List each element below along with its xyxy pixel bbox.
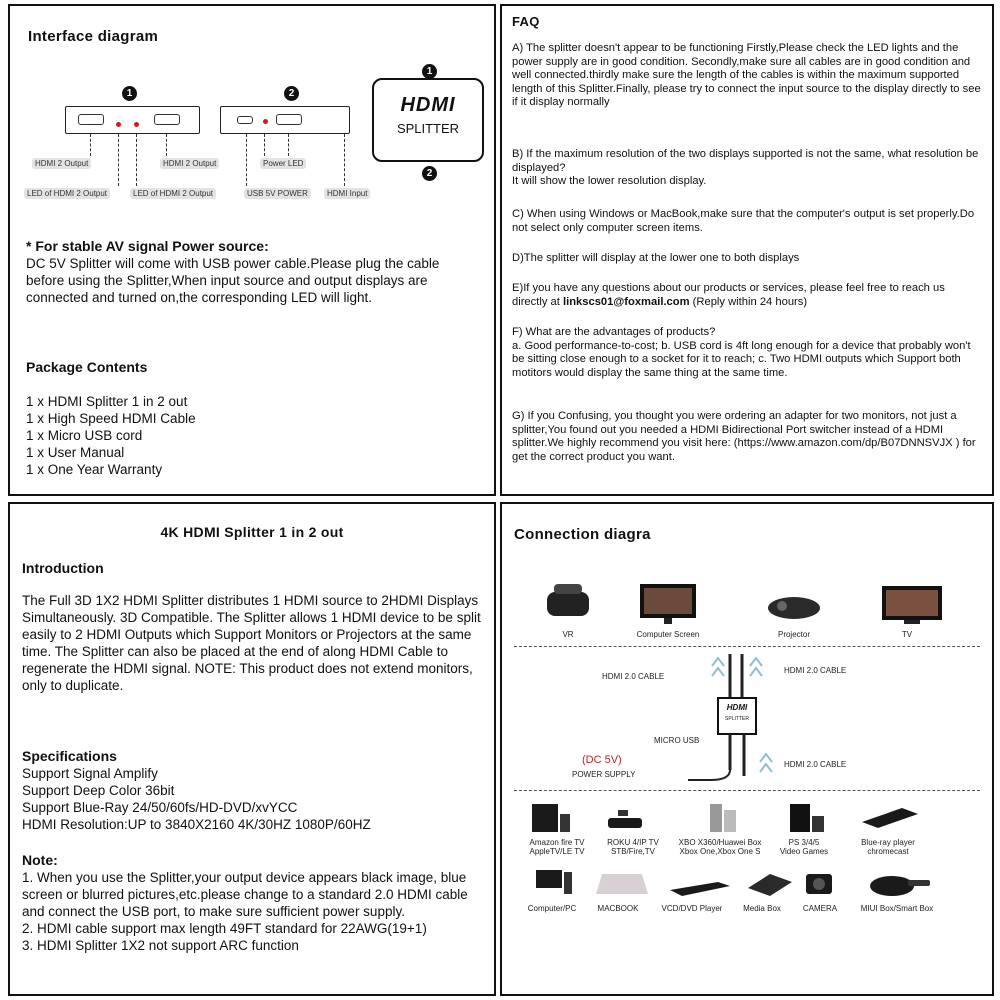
source-label: MACBOOK [597,904,639,913]
splitter-text: SPLITTER [725,716,749,722]
playstation-icon [790,804,824,832]
intro-title: Introduction [22,560,104,576]
label-hdmi-input: HDMI Input [324,188,370,199]
badge-logo-2: 2 [422,166,437,181]
source-label: Amazon fire TV AppleTV/LE TV [529,838,585,856]
support-email-link[interactable]: linkscs01@foxmail.com [562,295,690,308]
product-panel [8,502,496,996]
specs-list [22,765,484,833]
display-label-tv: TV [901,630,913,639]
package-title: Package Contents [26,359,148,375]
computer-pc-icon [536,870,572,894]
hdmi-cable-label-right: HDMI 2.0 CABLE [784,666,847,675]
specs-title: Specifications [22,748,117,764]
splitter-logo-text: SPLITTER [396,121,460,136]
hdmi-output-port-2 [154,114,180,125]
dc-5v-label: (DC 5V) [582,754,622,766]
label-hdmi-output-2: HDMI 2 Output [160,158,219,169]
package-item: 1 x Micro USB cord [26,428,143,443]
faq-g: G) If you Confusing, you thought you were ordering an adapter for two monitors, not just a splitter,You found out you needed a HDMI Bidirectional Port switcher instead of a HDMI splitter.We highly recommend you visit here: (https://www.amazon.com/dp/B07DNNSVJX ) for get the correct product you want. [512,410,976,463]
badge-logo-1: 1 [422,64,437,79]
notes-list [22,869,488,954]
note-item: 3. HDMI Splitter 1X2 not support ARC function [22,938,299,953]
display-devices [542,576,962,632]
source-devices-row-2 [522,864,962,900]
spec-item: Support Deep Color 36bit [22,783,175,798]
camera-icon [806,874,832,894]
package-item: 1 x One Year Warranty [26,462,163,477]
hdmi-splitter-logo [372,78,484,162]
faq-f-answer: a. Good performance-to-cost; b. USB cord is 4ft long enough for a device that probably won't be sitting close enough to a socket for it to reach; c. Two HDMI outputs which Support both motitors would display the same thing at the same time. [512,339,971,379]
splitter-input-side [220,106,350,134]
source-label: Media Box [743,904,781,913]
divider-bottom [514,790,980,791]
led-2 [134,122,139,127]
macbook-icon [596,874,648,894]
source-label: PS 3/4/5 Video Games [779,838,829,856]
label-hdmi-output-1: HDMI 2 Output [32,158,91,169]
media-box-icon [748,874,792,896]
hdmi-input-port [276,114,302,125]
faq-e [512,282,982,309]
package-item: 1 x High Speed HDMI Cable [26,411,196,426]
power-supply-label: POWER SUPPLY [572,770,636,779]
source-label: VCD/DVD Player [661,904,723,913]
intro-text: The Full 3D 1X2 HDMI Splitter distributes 1 HDMI source to 2HDMI Displays Simultaneously. 3D Compatible. The Splitter allows 1 HDMI device to be split easily to 2 HDMI Outputs which Support Monitors or Projectors at the same time. The Splitter can also be placed at the end of along HDMI Cable to regenerate the HDMI signal. NOTE: This product does not extend monitors, only to duplicate. [22,593,481,693]
note-item: 1. When you use the Splitter,your output device appears black image, blue screen or blurred pictures,etc.please change to a standard 2.0 HDMI cable and connect the USB port, to make sure sufficient power supply. [22,870,468,919]
display-label-vr: VR [562,630,574,639]
note-title: Note: [22,852,58,868]
faq-e-text: E)If you have any questions about our products or services, please feel free to reach us directly at [512,282,945,308]
faq-panel [500,4,994,496]
note-item: 2. HDMI cable support max length 49FT standard for 22AWG(19+1) [22,921,427,936]
projector-icon [768,597,820,619]
hdmi-cable-label-left: HDMI 2.0 CABLE [602,672,665,681]
package-item: 1 x User Manual [26,445,125,460]
faq-b-question: B) If the maximum resolution of the two displays supported is not the same, what resolution be displayed? [512,148,979,174]
divider-top [514,646,980,647]
power-source-text: DC 5V Splitter will come with USB power cable.Please plug the cable before using the Splitter,When input source and output displays are connected and turned on,the corresponding LED will light. [26,256,440,305]
faq-title: FAQ [512,14,540,29]
faq-f [512,326,982,380]
fire-tv-icon [532,804,570,832]
interface-panel [8,4,496,496]
source-label: Computer/PC [527,904,577,913]
xbox-icon [710,804,736,832]
micro-usb-port [237,116,253,124]
source-label: Blue-ray player chromecast [861,838,915,856]
faq-c: C) When using Windows or MacBook,make sure that the computer's output is set properly.Do not select only computer screen items. [512,208,975,234]
label-led-output-1: LED of HDMI 2 Output [24,188,110,199]
faq-e-note: (Reply within 24 hours) [689,295,808,308]
package-list [26,393,476,478]
splitter-output-side [65,106,200,134]
tv-icon [882,586,942,624]
roku-icon [608,810,642,828]
label-usb-power: USB 5V POWER [244,188,311,199]
hdmi-output-port-1 [78,114,104,125]
computer-screen-icon [640,584,696,624]
led-1 [116,122,121,127]
blu-ray-player-icon [862,808,918,828]
connection-title: Connection diagra [514,526,651,543]
faq-b-answer: It will show the lower resolution display. [512,175,707,188]
dvd-player-icon [670,882,730,896]
splitter-brand: HDMI [726,703,748,712]
faq-b [512,148,982,189]
product-title: 4K HDMI Splitter 1 in 2 out [160,524,344,540]
hdmi-logo-text: HDMI [400,94,456,116]
source-label: CAMERA [802,904,838,913]
badge-2: 2 [284,86,299,101]
vr-headset-icon [547,584,589,616]
label-power-led: Power LED [260,158,306,169]
power-led [263,119,268,124]
interface-title: Interface diagram [28,28,159,45]
source-devices-row-1 [522,800,962,836]
smart-box-icon [870,876,930,896]
spec-item: Support Signal Amplify [22,766,158,781]
package-item: 1 x HDMI Splitter 1 in 2 out [26,394,188,409]
source-label: XBO X360/Huawei Box Xbox One,Xbox One S [678,838,762,856]
connection-panel [500,502,994,996]
label-led-output-2: LED of HDMI 2 Output [130,188,216,199]
power-source-title: * For stable AV signal Power source: [26,238,269,254]
hdmi-cable-label-bottom: HDMI 2.0 CABLE [784,760,847,769]
spec-item: Support Blue-Ray 24/50/60fs/HD-DVD/xvYCC [22,800,298,815]
faq-a: A) The splitter doesn't appear to be functioning Firstly,Please check the LED lights and the power supply are in good condition. Secondly,make sure all cables are in good condition and well connected.thirdly make sure the length of the cables is within the maximum supported length of this Splitter.Finally, please try to connect the input source to the display directly to see if it display normally [512,42,981,109]
display-label-computer-screen: Computer Screen [636,630,700,639]
faq-d: D)The splitter will display at the lower one to both displays [512,252,800,264]
spec-item: HDMI Resolution:UP to 3840X2160 4K/30HZ 1080P/60HZ [22,817,371,832]
faq-f-question: F) What are the advantages of products? [512,326,716,338]
source-label: MIUI Box/Smart Box [860,904,934,913]
micro-usb-label: MICRO USB [654,736,700,745]
badge-1: 1 [122,86,137,101]
source-label: ROKU 4/IP TV STB/Fire,TV [607,838,659,856]
display-label-projector: Projector [777,630,810,639]
